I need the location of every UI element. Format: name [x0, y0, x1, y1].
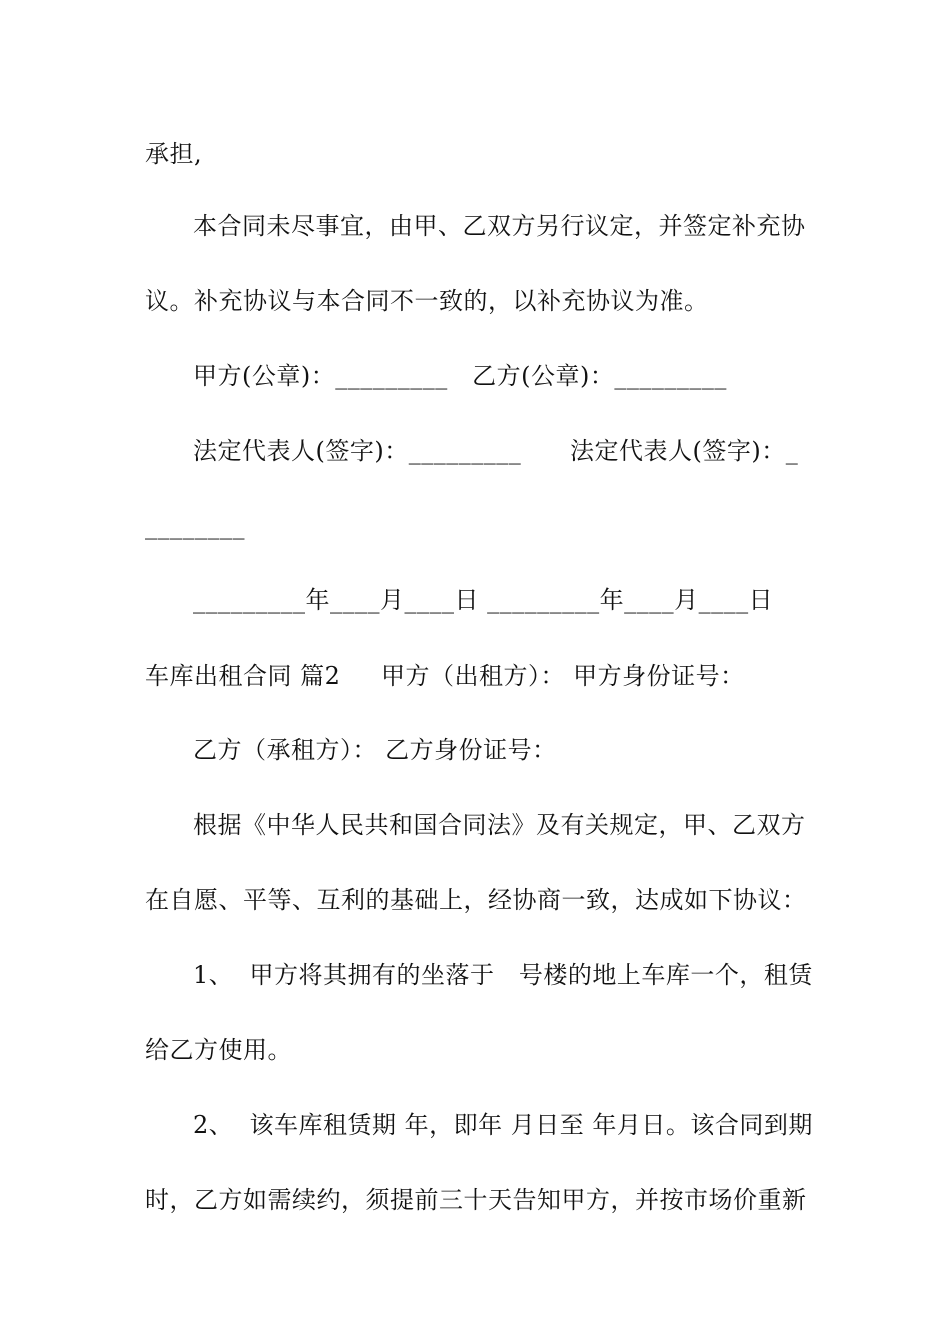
- signature-line-representative: 法定代表人(签字)：_________ 法定代表人(签字)：_: [193, 437, 799, 465]
- signature-blank-continued: ________: [145, 512, 245, 540]
- clause-line: 给乙方使用。: [145, 1036, 292, 1064]
- date-line: _________年____月____日 _________年____月____日: [193, 586, 774, 614]
- signature-line-seal: 甲方(公章)：_________ 乙方(公章)：_________: [193, 362, 727, 390]
- paragraph-line: 议。补充协议与本合同不一致的，以补充协议为准。: [145, 287, 709, 315]
- paragraph-line: 根据《中华人民共和国合同法》及有关规定，甲、乙双方: [193, 811, 806, 839]
- clause-line: 时，乙方如需续约，须提前三十天告知甲方，并按市场价重新: [145, 1186, 807, 1214]
- contract-title-line: 车库出租合同 篇2 甲方（出租方）： 甲方身份证号：: [145, 662, 745, 690]
- paragraph-line: 本合同未尽事宜，由甲、乙双方另行议定，并签定补充协: [193, 212, 806, 240]
- party-b-line: 乙方（承租方）： 乙方身份证号：: [193, 736, 557, 764]
- clause-line: 1、 甲方将其拥有的坐落于 号楼的地上车库一个，租赁: [193, 961, 813, 989]
- clause-line: 2、 该车库租赁期 年，即年 月日至 年月日。该合同到期: [193, 1111, 813, 1139]
- paragraph-line: 在自愿、平等、互利的基础上，经协商一致，达成如下协议：: [145, 886, 807, 914]
- text-line: 承担,: [145, 140, 203, 168]
